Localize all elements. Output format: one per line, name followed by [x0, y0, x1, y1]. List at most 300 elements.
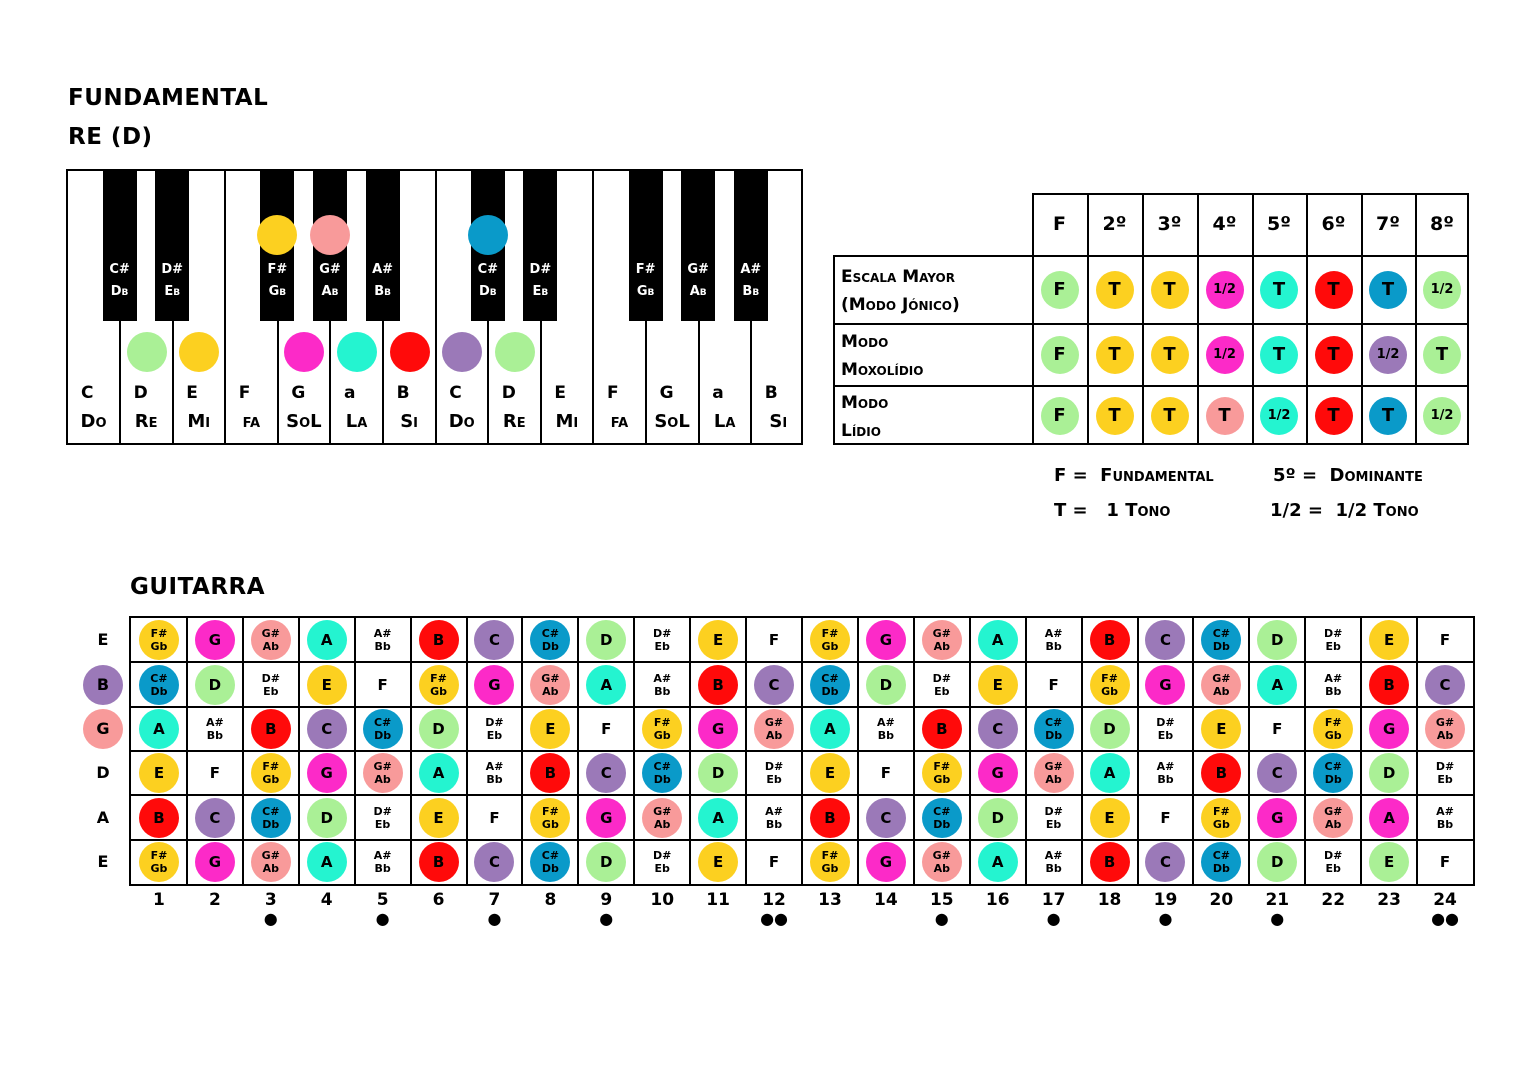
note-name: G#: [261, 627, 280, 641]
fret-note: [642, 798, 682, 838]
open-string-note: B: [83, 665, 123, 705]
note-name: C: [600, 764, 612, 783]
note-flat-name: Ab: [374, 773, 391, 787]
note-name: E: [433, 808, 444, 827]
note-flat-name: Bb: [1325, 684, 1342, 698]
fret-note: [1090, 665, 1130, 705]
fret-note: [474, 753, 514, 793]
note-flat-name: Ab: [1045, 773, 1062, 787]
note-name: A#: [877, 715, 895, 729]
open-string-note: E: [83, 842, 123, 882]
note-name: A#: [765, 804, 783, 818]
fret-note: [1425, 665, 1465, 705]
interval-dot: T: [1151, 336, 1189, 374]
note-name: D#: [1156, 715, 1175, 729]
fret-number: 1: [153, 890, 165, 910]
note-name: A#: [1324, 671, 1343, 685]
note-name: A: [320, 852, 333, 871]
note-name: A: [1383, 808, 1395, 827]
note-name: F#: [542, 804, 559, 818]
note-name: E: [545, 719, 556, 738]
black-key-label: [366, 259, 400, 303]
fret-number: 24: [1433, 890, 1457, 910]
mode-name-line2: Lídio: [841, 421, 881, 441]
fret-note: [1090, 753, 1130, 793]
fret-note: [139, 620, 179, 660]
note-name: F: [1160, 808, 1171, 827]
fret-note: [866, 665, 906, 705]
fret-note: [195, 842, 235, 882]
open-string-note: D: [83, 753, 123, 793]
white-key-name: Re: [134, 411, 158, 432]
fret-note: [1145, 620, 1185, 660]
fret-marker: ●: [1270, 909, 1285, 928]
fret-note: [363, 798, 403, 838]
note-name: E: [153, 764, 165, 783]
note-flat-name: Bb: [877, 728, 894, 742]
note-name: G#: [1435, 715, 1455, 729]
note-name: F: [1272, 719, 1283, 738]
note-name: D: [991, 808, 1004, 827]
note-name: B: [544, 764, 557, 783]
legend-tone: T = 1 Tono: [1054, 500, 1171, 521]
fret-note: [251, 798, 291, 838]
note-flat-name: Eb: [654, 640, 670, 654]
string-line: [131, 839, 1473, 841]
fret-note: [1313, 620, 1353, 660]
note-name: F: [489, 808, 500, 827]
column-header: 7º: [1376, 213, 1400, 235]
note-flat-name: Bb: [206, 728, 223, 742]
note-name: F: [601, 719, 612, 738]
fret-note: [1257, 620, 1297, 660]
note-flat-name: Bb: [1045, 861, 1062, 875]
black-key-label: [313, 259, 347, 303]
fret-note: [307, 665, 347, 705]
note-flat-name: Eb: [486, 728, 503, 742]
open-string-note: G: [83, 709, 123, 749]
note-name: F: [1439, 852, 1451, 871]
note-name: C#: [933, 804, 951, 818]
white-key-name: Re: [502, 411, 526, 432]
white-key-letter: a: [344, 383, 356, 403]
black-key-sharp: C#: [477, 262, 499, 277]
column-header: 4º: [1212, 213, 1237, 235]
note-name: G#: [932, 627, 951, 641]
note-flat-name: Eb: [1437, 773, 1453, 787]
fret-note: [922, 709, 962, 749]
note-name: C: [488, 631, 500, 650]
fret-note: [139, 709, 179, 749]
white-key-letter: G: [659, 383, 674, 403]
note-name: C: [1159, 852, 1171, 871]
fret-note: [251, 842, 291, 882]
note-name: F#: [821, 627, 839, 641]
fret-note: [1425, 709, 1465, 749]
note-flat-name: Eb: [1045, 817, 1062, 831]
fret-note: [1257, 753, 1297, 793]
white-key-name: SoL: [654, 411, 690, 432]
note-flat-name: Bb: [374, 640, 391, 654]
column-header: 6º: [1321, 213, 1346, 235]
note-flat-name: Bb: [374, 861, 391, 875]
note-flat-name: Ab: [1325, 817, 1342, 831]
fret-note: [922, 620, 962, 660]
fret-note: [642, 842, 682, 882]
fret-note: [866, 620, 906, 660]
note-flat-name: Bb: [654, 684, 671, 698]
note-name: C#: [150, 671, 168, 685]
note-name: C: [1271, 764, 1283, 783]
note-name: A: [1103, 764, 1116, 783]
fret-note: [586, 709, 626, 749]
white-key-letter: C: [81, 383, 94, 403]
note-name: E: [713, 631, 724, 650]
fret-note: [419, 798, 459, 838]
fret-number: 16: [985, 890, 1010, 910]
black-key-sharp: F#: [267, 262, 288, 277]
note-name: G: [1159, 675, 1172, 694]
fret-note: [195, 665, 235, 705]
fret-note: [195, 620, 235, 660]
mode-name: [841, 328, 923, 384]
fret-note: [363, 842, 403, 882]
fret-note: [754, 665, 794, 705]
mode-name-line1: Modo: [841, 332, 889, 352]
fret-number: 23: [1377, 890, 1401, 910]
fret-note: [474, 842, 514, 882]
interval-dot: 1/2: [1206, 336, 1244, 374]
fret-note: [1425, 842, 1465, 882]
note-name: D: [1271, 852, 1284, 871]
fret-note: [363, 665, 403, 705]
fret-note: [307, 709, 347, 749]
black-key-flat: Db: [110, 284, 129, 299]
fret-note: [642, 665, 682, 705]
note-flat-name: Ab: [654, 817, 671, 831]
black-key-flat: Eb: [532, 284, 549, 299]
fret-note: [419, 842, 459, 882]
fret-note: [530, 709, 570, 749]
black-key-sharp: G#: [687, 262, 709, 277]
white-key-name: fa: [242, 411, 261, 432]
fret-note: [978, 798, 1018, 838]
fret-number: 2: [208, 890, 221, 910]
black-key: [155, 171, 189, 321]
note-name: E: [1104, 808, 1115, 827]
interval-dot: T: [1315, 397, 1353, 435]
table-line: [833, 255, 1469, 257]
note-flat-name: Db: [541, 640, 559, 654]
fret-number: 9: [600, 890, 613, 910]
note-name: G: [1382, 719, 1396, 738]
fret-note: [474, 709, 514, 749]
fret-note: [810, 798, 850, 838]
fret-note: [1034, 753, 1074, 793]
fret-note: [810, 842, 850, 882]
note-name: A#: [1044, 848, 1063, 862]
note-name: F#: [262, 760, 280, 774]
fret-note: [139, 798, 179, 838]
note-name: G: [991, 764, 1004, 783]
fret-note: [307, 753, 347, 793]
note-flat-name: Ab: [1436, 728, 1454, 742]
fret-note: [1369, 709, 1409, 749]
fret-number: 11: [706, 890, 730, 910]
fret-note: [1145, 798, 1185, 838]
black-key: [681, 171, 715, 321]
fret-note: [251, 753, 291, 793]
interval-dot: T: [1369, 271, 1407, 309]
note-name: C#: [1212, 848, 1231, 862]
note-name: B: [1103, 631, 1116, 650]
interval-dot: F: [1041, 336, 1079, 374]
fret-note: [139, 753, 179, 793]
fret-note: [866, 842, 906, 882]
fret-note: [1257, 798, 1297, 838]
note-name: E: [713, 852, 724, 871]
note-name: F: [880, 764, 891, 783]
note-name: E: [1216, 719, 1227, 738]
fret-note: [1425, 798, 1465, 838]
note-name: B: [432, 631, 445, 650]
note-name: A: [153, 719, 165, 738]
note-name: C: [488, 852, 500, 871]
black-key-label: [681, 259, 715, 303]
fret-note: [754, 620, 794, 660]
note-name: A#: [206, 715, 224, 729]
note-flat-name: Gb: [653, 728, 671, 742]
fret-note: [195, 753, 235, 793]
fret-note: [1034, 665, 1074, 705]
fret-marker: ●: [934, 909, 949, 928]
black-key-label: [629, 259, 663, 303]
black-key-label: [734, 259, 768, 303]
note-name: F#: [821, 848, 839, 862]
interval-dot: T: [1423, 336, 1461, 374]
note-flat-name: Gb: [1212, 817, 1230, 831]
legend-fundamental: F = Fundamental: [1054, 465, 1214, 486]
fret-note: [810, 753, 850, 793]
white-key-name: Do: [448, 411, 475, 432]
note-name: D#: [1324, 848, 1343, 862]
note-name: F#: [1101, 671, 1118, 685]
note-flat-name: Db: [653, 773, 671, 787]
fret-note: [1257, 665, 1297, 705]
fret-number: 14: [874, 890, 898, 910]
note-name: F#: [430, 671, 447, 685]
fret-note: [1090, 798, 1130, 838]
fret-note: [754, 842, 794, 882]
fret-note: [642, 709, 682, 749]
note-flat-name: Gb: [933, 773, 951, 787]
guitar-fretboard: [129, 616, 1475, 886]
fret-note: [642, 620, 682, 660]
note-flat-name: Eb: [374, 817, 391, 831]
piano-note-dot: [468, 215, 508, 255]
fret-note: [698, 620, 738, 660]
note-name: A#: [1044, 627, 1063, 641]
fret-number: 19: [1153, 890, 1178, 910]
column-header: 3º: [1157, 213, 1182, 235]
note-name: C#: [653, 760, 671, 774]
note-name: B: [432, 852, 445, 871]
fret-note: [474, 620, 514, 660]
white-key-letter: E: [186, 383, 198, 403]
note-flat-name: Gb: [262, 773, 280, 787]
note-name: D: [1103, 719, 1116, 738]
fret-note: [307, 620, 347, 660]
black-key-sharp: A#: [740, 262, 762, 277]
note-flat-name: Eb: [766, 773, 782, 787]
fret-note: [307, 842, 347, 882]
note-name: C#: [1044, 715, 1063, 729]
fret-number: 4: [320, 890, 333, 910]
interval-dot: T: [1260, 271, 1298, 309]
fret-note: [1145, 842, 1185, 882]
fret-number: 12: [762, 890, 786, 910]
fret-note: [698, 665, 738, 705]
fret-note: [978, 842, 1018, 882]
fret-marker: ●: [1046, 909, 1061, 928]
note-flat-name: Ab: [933, 861, 950, 875]
mode-name-line2: (Modo Jónico): [841, 295, 960, 315]
fret-marker: ●: [263, 909, 278, 928]
interval-dot: 1/2: [1206, 271, 1244, 309]
note-flat-name: Gb: [1324, 728, 1342, 742]
fret-note: [1034, 798, 1074, 838]
fret-note: [866, 753, 906, 793]
fret-note: [363, 709, 403, 749]
fret-note: [1201, 665, 1241, 705]
fret-note: [1313, 842, 1353, 882]
note-flat-name: Gb: [150, 861, 168, 875]
note-name: D#: [653, 627, 672, 641]
interval-dot: 1/2: [1423, 397, 1461, 435]
note-name: F: [1048, 675, 1059, 694]
black-key-label: [103, 259, 137, 303]
fret-marker: ●: [1158, 909, 1173, 928]
note-flat-name: Ab: [262, 640, 279, 654]
piano-note-dot: [127, 332, 167, 372]
fret-note: [1201, 798, 1241, 838]
black-key-flat: Db: [478, 284, 497, 299]
note-name: G#: [373, 760, 392, 774]
mode-name: [841, 263, 960, 319]
string-line: [131, 661, 1473, 663]
note-flat-name: Eb: [654, 861, 670, 875]
note-name: D#: [653, 848, 672, 862]
note-name: G#: [261, 848, 280, 862]
note-flat-name: Db: [933, 817, 951, 831]
interval-dot: T: [1369, 397, 1407, 435]
fret-marker: ●: [487, 909, 502, 928]
note-name: B: [824, 808, 836, 827]
fret-note: [1145, 665, 1185, 705]
fret-note: [530, 753, 570, 793]
note-name: C: [880, 808, 892, 827]
fret-note: [419, 620, 459, 660]
fret-note: [251, 620, 291, 660]
note-flat-name: Eb: [1325, 640, 1341, 654]
interval-dot: T: [1096, 336, 1134, 374]
fret-note: [1034, 620, 1074, 660]
note-flat-name: Eb: [1325, 861, 1341, 875]
fret-note: [139, 842, 179, 882]
fret-note: [1313, 753, 1353, 793]
fret-note: [754, 798, 794, 838]
note-name: D#: [1044, 804, 1063, 818]
fret-note: [978, 753, 1018, 793]
white-key-name: Si: [769, 411, 788, 432]
note-name: B: [712, 675, 724, 694]
note-flat-name: Bb: [486, 773, 503, 787]
black-key-flat: Bb: [374, 284, 391, 299]
fret-note: [139, 665, 179, 705]
interval-dot: T: [1315, 336, 1353, 374]
black-key: [629, 171, 663, 321]
fret-number: 10: [650, 890, 675, 910]
note-name: F: [1439, 631, 1451, 650]
note-name: C#: [1324, 760, 1342, 774]
note-flat-name: Db: [1045, 728, 1063, 742]
note-name: G#: [1212, 671, 1231, 685]
white-key-name: Si: [400, 411, 418, 432]
note-name: F#: [1213, 804, 1230, 818]
note-name: C#: [262, 804, 280, 818]
interval-dot: T: [1151, 271, 1189, 309]
black-key: [103, 171, 137, 321]
black-key-flat: Ab: [321, 284, 339, 299]
table-line: [833, 443, 1469, 445]
string-line: [131, 794, 1473, 796]
note-name: D#: [1435, 760, 1455, 774]
interval-dot: F: [1041, 397, 1079, 435]
fret-note: [1369, 753, 1409, 793]
note-name: D#: [485, 715, 504, 729]
note-name: D: [320, 808, 333, 827]
interval-dot: T: [1260, 336, 1298, 374]
note-name: G#: [764, 715, 784, 729]
piano-note-dot: [495, 332, 535, 372]
fret-number: 6: [432, 890, 445, 910]
note-name: E: [321, 675, 332, 694]
fret-note: [195, 798, 235, 838]
fret-note: [1425, 753, 1465, 793]
note-name: D: [1382, 764, 1396, 783]
note-name: G: [600, 808, 613, 827]
note-flat-name: Eb: [934, 684, 950, 698]
fret-note: [474, 665, 514, 705]
fret-note: [1369, 798, 1409, 838]
fret-note: [530, 665, 570, 705]
fret-note: [922, 665, 962, 705]
note-name: D#: [1324, 627, 1343, 641]
white-key-letter: G: [291, 383, 306, 403]
white-key-name: La: [345, 411, 368, 432]
fret-note: [530, 798, 570, 838]
piano-note-dot: [337, 332, 377, 372]
note-name: F: [209, 764, 220, 783]
note-name: D: [432, 719, 445, 738]
black-key-flat: Bb: [742, 284, 760, 299]
legend-dominant: 5º = Dominante: [1273, 465, 1423, 486]
fret-note: [1201, 709, 1241, 749]
note-name: C#: [541, 627, 560, 641]
fret-note: [978, 665, 1018, 705]
note-name: E: [824, 764, 836, 783]
note-name: D: [879, 675, 893, 694]
